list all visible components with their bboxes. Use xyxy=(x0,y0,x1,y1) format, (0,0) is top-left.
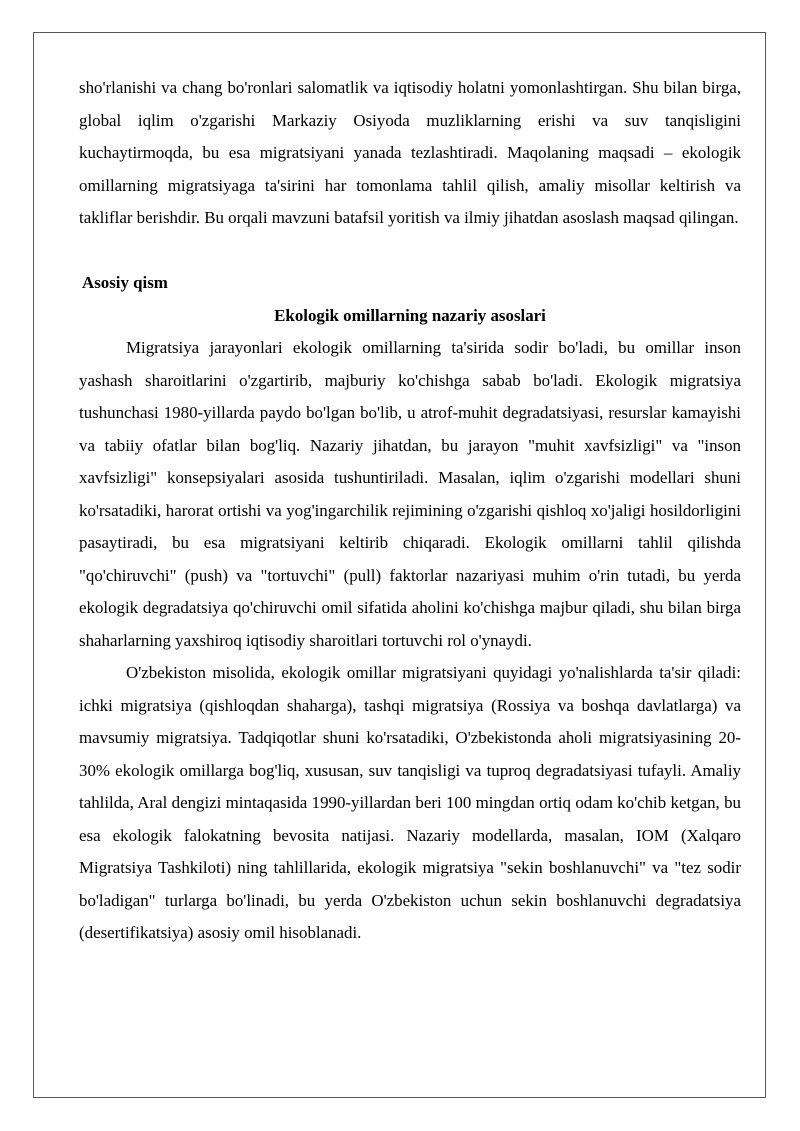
subsection-heading: Ekologik omillarning nazariy asoslari xyxy=(274,305,546,325)
document-body xyxy=(79,72,741,950)
intro-paragraph: sho'rlanishi va chang bo'ronlari salomatlik va iqtisodiy holatni yomonlashtirgan. Shu bilan birga, global iqlim o'zgarishi Markaziy Osiyoda muzliklarning erishi va suv tanqisligini kuchaytirmoqda, bu esa migratsiyani yanada tezlashtiradi. Maqolaning maqsadi – ekologik omillarning migratsiyaga ta'sirini har tomonlama tahlil qilish, amaliy misollar keltirish va takliflar berishdir. Bu orqali mavzuni batafsil yoritish va ilmiy jihatdan asoslash maqsad qilingan. xyxy=(79,78,741,227)
body-paragraph-1: Migratsiya jarayonlari ekologik omillarning ta'sirida sodir bo'ladi, bu omillar inson yashash sharoitlarini o'zgartirib, majburiy ko'chishga sabab bo'ladi. Ekologik migratsiya tushunchasi 1980-yillarda paydo bo'lgan bo'lib, u atrof-muhit degradatsiyasi, resurslar kamayishi va tabiiy ofatlar bilan bog'liq. Nazariy jihatdan, bu jarayon "muhit xavfsizligi" va "inson xavfsizligi" konsepsiyalari asosida tushuntiriladi. Masalan, iqlim o'zgarishi modellari shuni ko'rsatadiki, harorat ortishi va yog'ingarchilik rejimining o'zgarishi qishloq xo'jaligi hosildorligini pasaytiradi, bu esa migratsiyani keltirib chiqaradi. Ekologik omillarni tahlil qilishda "qo'chiruvchi" (push) va "tortuvchi" (pull) faktorlar nazariyasi muhim o'rin tutadi, bu yerda ekologik degradatsiya qo'chiruvchi omil sifatida aholini ko'chishga majbur qiladi, shu bilan birga shaharlarning yaxshiroq iqtisodiy sharoitlari tortuvchi rol o'ynaydi. xyxy=(79,338,741,650)
section-heading: Asosiy qism xyxy=(82,273,168,292)
blank-line xyxy=(79,235,741,268)
body-paragraph-2: O'zbekiston misolida, ekologik omillar migratsiyani quyidagi yo'nalishlarda ta'sir qiladi: ichki migratsiya (qishloqdan shaharga), tashqi migratsiya (Rossiya va boshqa davlatlarga) va mavsumiy migratsiya. Tadqiqotlar shuni ko'rsatadiki, O'zbekistonda aholi migratsiyasining 20-30% ekologik omillarga bog'liq, xususan, suv tanqisligi va tuproq degradatsiyasi tufayli. Amaliy tahlilda, Aral dengizi mintaqasida 1990-yillardan beri 100 mingdan ortiq odam ko'chib ketgan, bu esa ekologik falokatning bevosita natijasi. Nazariy modellarda, masalan, IOM (Xalqaro Migratsiya Tashkiloti) ning tahlillarida, ekologik migratsiya "sekin boshlanuvchi" va "tez sodir bo'ladigan" turlarga bo'linadi, bu yerda O'zbekiston uchun sekin boshlanuvchi degradatsiya (desertifikatsiya) asosiy omil hisoblanadi. xyxy=(79,663,741,942)
